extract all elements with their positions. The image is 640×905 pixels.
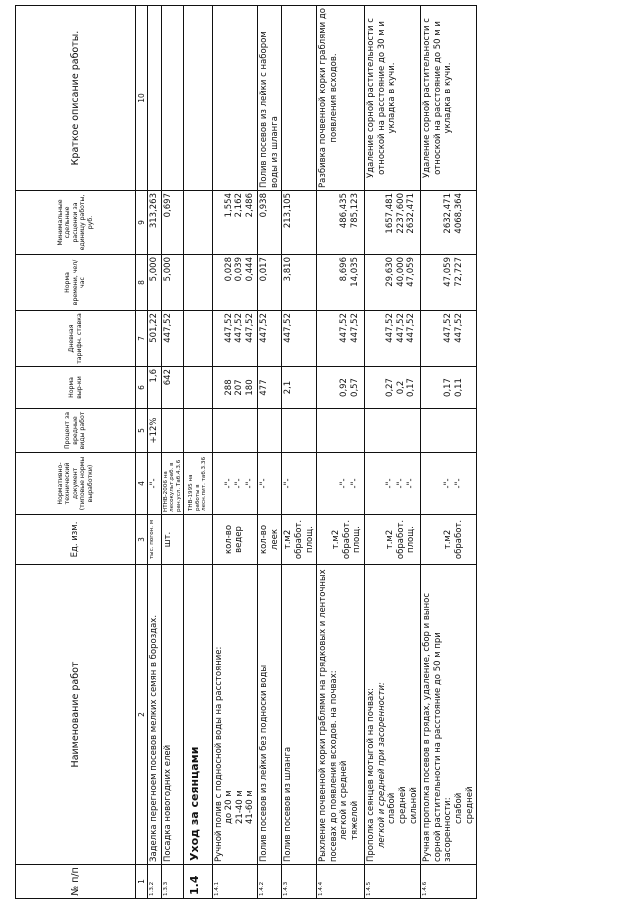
price: 2,486 <box>244 193 255 218</box>
col-number: 9 <box>136 191 148 255</box>
row-number: 1.4.6 <box>421 865 477 899</box>
norm-output: 0,2 <box>395 380 406 395</box>
table-row <box>258 6 282 899</box>
price: 213,105 <box>282 191 317 255</box>
sub-item: слабой <box>454 792 465 824</box>
norm-output: 477 <box>258 367 282 409</box>
doc: -"- <box>223 478 234 489</box>
unit: т.м2 <box>385 529 396 550</box>
header-doc: Нормативно-технический документ (типовые нормы выработки) <box>16 453 136 515</box>
work-name: Рыхление почвенной корки граблями на грядковых и ленточных посевах до появления всходов. на почвах: <box>318 569 339 862</box>
daily-rate: 447,52 <box>258 311 282 367</box>
doc: -"- <box>453 478 464 489</box>
section-number: 1.4 <box>184 865 212 899</box>
row-number: 1.4.4 <box>317 865 365 899</box>
work-name: Посадка новогодних елей <box>162 565 184 865</box>
price: 2,162 <box>234 193 245 218</box>
col-number: 4 <box>136 453 148 515</box>
header-percent: Процент за вредные виды работ <box>16 409 136 453</box>
header-description: Краткое описание работы. <box>16 6 136 191</box>
norm-output: 288 <box>223 379 234 396</box>
description <box>162 6 184 191</box>
work-name: Заделка перегноем посевов мелких семян в бороздах. <box>148 565 162 865</box>
doc: -"- <box>406 478 417 489</box>
table-row <box>317 6 365 899</box>
column-number-row <box>136 6 148 899</box>
description: Удаление сорной растительности с отноской на расстояние до 50 м и укладка в кучи. <box>421 6 477 191</box>
table-row <box>162 6 184 899</box>
work-name: Прополка сеянцев мотыгой на почвах: <box>366 687 377 862</box>
row-number: 1.4.5 <box>365 865 421 899</box>
sub-item: 41-60 м <box>245 790 256 824</box>
time-norm: 72,727 <box>453 257 464 287</box>
unit: кол-во леек <box>258 515 282 565</box>
header-unit: Ед. изм. <box>16 515 136 565</box>
sub-item: тяжелой <box>350 800 361 840</box>
col-number: 7 <box>136 311 148 367</box>
doc: -"- <box>234 478 245 489</box>
daily-rate: 447,52 <box>223 313 234 343</box>
header-name: Наименование работ <box>16 565 136 865</box>
work-name: Ручная прополка посевов в грядах, удаление, сбор и вынос сорной растительности на расстояние до 50 м при засоренности: <box>422 592 454 862</box>
time-norm: 40,000 <box>395 257 406 287</box>
doc: ТНВ-1995 на работы в лесн.пит. таб.3.36 <box>184 453 212 515</box>
norm-output: 180 <box>244 379 255 396</box>
unit: обработ. площ. <box>341 519 363 560</box>
unit: т.м2 <box>331 529 342 550</box>
section-row <box>184 6 212 899</box>
row-number: 1.3.3 <box>162 865 184 899</box>
time-norm: 0,039 <box>234 257 245 282</box>
norm-output: 0,17 <box>443 378 454 397</box>
work-name: Полив посевов из лейки без подноски воды <box>258 565 282 865</box>
row-number: 1.4.1 <box>212 865 258 899</box>
price: 1657,481 <box>385 193 396 234</box>
price: 2237,600 <box>395 193 406 234</box>
daily-rate: 447,52 <box>395 313 406 343</box>
sub-item: 21-40 м <box>234 790 245 824</box>
row-number: 1.4.3 <box>282 865 317 899</box>
price: 486,435 <box>339 193 350 229</box>
unit: т.м2 обработ. площ. <box>282 515 317 565</box>
doc: -"- <box>339 478 350 489</box>
sub-item: средней <box>397 786 408 824</box>
sub-item: слабой <box>387 792 398 824</box>
norm-output: 207 <box>234 379 245 396</box>
price: 785,123 <box>349 193 360 229</box>
description: Полив посевов из лейки с набором воды из шланга <box>258 6 282 191</box>
norm-output: 0,17 <box>406 378 417 397</box>
table-row <box>282 6 317 899</box>
daily-rate: 501,22 <box>148 311 162 367</box>
unit: шт. <box>162 515 184 565</box>
time-norm: 8,696 <box>339 257 350 282</box>
daily-rate: 447,52 <box>339 313 350 343</box>
col-number: 8 <box>136 255 148 311</box>
col-number: 1 <box>136 865 148 899</box>
table-row <box>421 6 477 899</box>
time-norm: 0,017 <box>258 255 282 311</box>
work-name: Полив посевов из шланга <box>282 565 317 865</box>
doc: -"- <box>385 478 396 489</box>
table-row <box>365 6 421 899</box>
price: 2632,471 <box>443 193 454 234</box>
sub-item: легкой и средней <box>339 760 350 840</box>
sub-item: средней <box>464 786 475 824</box>
description: Удаление сорной растительности с отноской на расстояние до 30 м и укладка в кучи. <box>365 6 421 191</box>
doc: -"- <box>282 453 317 515</box>
daily-rate: 447,52 <box>282 311 317 367</box>
col-number: 5 <box>136 409 148 453</box>
price: 0,697 <box>162 191 184 255</box>
col-number: 6 <box>136 367 148 409</box>
description <box>282 6 317 191</box>
unit: ведер <box>234 526 245 553</box>
unit: обработ. <box>453 519 464 560</box>
unit: тыс. погон. м <box>148 515 162 565</box>
time-norm: 5,000 <box>148 255 162 311</box>
time-norm: 5,000 <box>162 255 184 311</box>
norm-output: 2,1 <box>282 367 317 409</box>
unit: т.м2 <box>443 529 454 550</box>
time-norm: 14,035 <box>349 257 360 287</box>
sub-item: сильной <box>408 787 419 824</box>
norm-output: 0,11 <box>453 378 464 397</box>
header-norm: Норма выр-ки <box>16 367 136 409</box>
percent: +12% <box>148 409 162 453</box>
description <box>212 6 258 191</box>
time-norm: 47,059 <box>443 257 454 287</box>
daily-rate: 447,52 <box>349 313 360 343</box>
col-number: 3 <box>136 515 148 565</box>
description <box>148 6 162 191</box>
doc: -"- <box>244 478 255 489</box>
doc: -"- <box>443 478 454 489</box>
daily-rate: 447,52 <box>162 311 184 367</box>
table-row <box>148 6 162 899</box>
doc: НТНВ-2006 на лесокульт.раб. в ран.усл. Таб.4.3.6 <box>162 453 184 515</box>
work-name: Ручной полив с подносной воды на расстояние: <box>213 646 224 862</box>
price: 1,554 <box>223 193 234 218</box>
daily-rate: 447,52 <box>453 313 464 343</box>
norm-output: 0,57 <box>349 378 360 397</box>
price: 0,938 <box>258 191 282 255</box>
header-time: Норма времени, чел/час <box>16 255 136 311</box>
table-row <box>212 6 258 899</box>
daily-rate: 447,52 <box>244 313 255 343</box>
works-table <box>15 5 477 899</box>
header-price: Минимальные сдельные расценки за единицу работы, руб. <box>16 191 136 255</box>
unit: кол-во <box>223 524 234 555</box>
daily-rate: 447,52 <box>385 313 396 343</box>
norm-output: 0,92 <box>339 378 350 397</box>
row-number: 1.3.2 <box>148 865 162 899</box>
norm-output: 1,6 <box>148 367 162 409</box>
time-norm: 29,630 <box>385 257 396 287</box>
unit: обработ. площ. <box>395 519 417 560</box>
time-norm: 3,810 <box>282 255 317 311</box>
daily-rate: 447,52 <box>234 313 245 343</box>
section-title: Уход за сеянцами <box>184 565 212 865</box>
description: Разбивка почвенной корки граблями до появления всходов. <box>317 6 365 191</box>
doc: -"- <box>148 453 162 515</box>
doc: -"- <box>349 478 360 489</box>
row-number: 1.4.2 <box>258 865 282 899</box>
time-norm: 47,059 <box>406 257 417 287</box>
norm-output: 0,27 <box>385 378 396 397</box>
header-num: № п/п <box>16 865 136 899</box>
doc: -"- <box>258 453 282 515</box>
sub-item: до 20 м <box>224 790 235 824</box>
col-number: 10 <box>136 6 148 191</box>
work-name-italic: легкой и средней при засоренности: <box>376 682 387 848</box>
norm-output: 642 <box>162 367 184 409</box>
price: 2632,471 <box>406 193 417 234</box>
time-norm: 0,028 <box>223 257 234 282</box>
time-norm: 0,444 <box>244 257 255 282</box>
daily-rate: 447,52 <box>406 313 417 343</box>
price: 4068,364 <box>453 193 464 234</box>
doc: -"- <box>395 478 406 489</box>
header-row <box>16 6 136 899</box>
col-number: 2 <box>136 565 148 865</box>
daily-rate: 447,52 <box>443 313 454 343</box>
price: 313,263 <box>148 191 162 255</box>
header-rate: Дневная тарифн. ставка <box>16 311 136 367</box>
